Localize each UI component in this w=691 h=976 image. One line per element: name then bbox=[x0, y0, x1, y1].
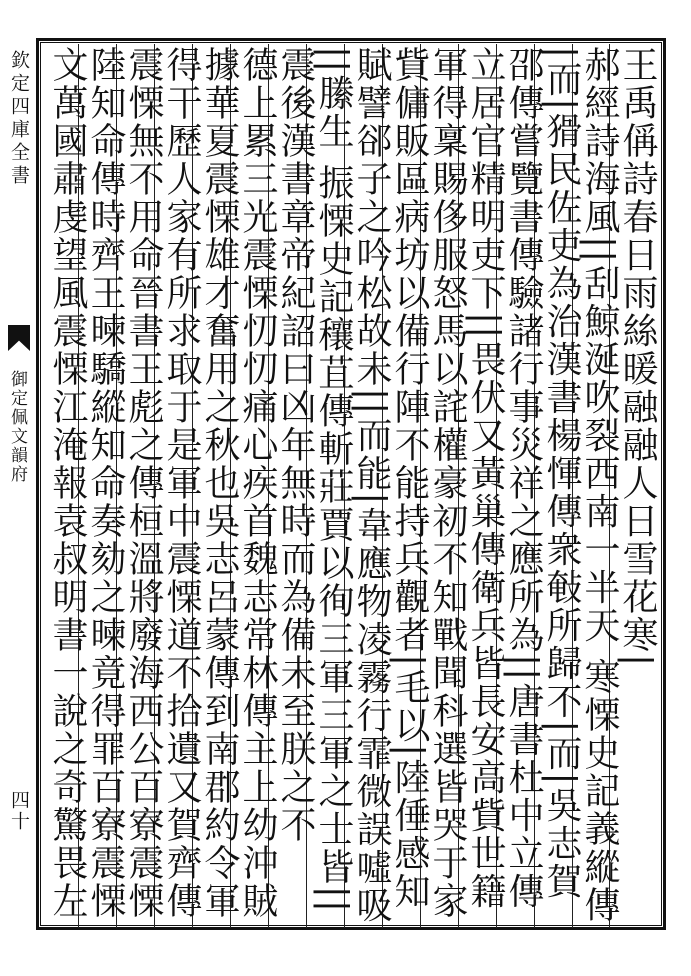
book-title: 欽定四庫全書 bbox=[8, 50, 30, 188]
text-column-3: |而|猾民佐吏為治漢書楊惲傳衆㪑所歸不|而|吳志賀 bbox=[541, 46, 582, 901]
page-number: 四十 bbox=[8, 790, 30, 832]
text-column-4: 邵傳嘗覽書傳驗諸行事災祥之應所為||唐書杜中立傳 bbox=[503, 46, 544, 911]
text-column-8: 賦譬郤子之吟松故未||而能|韋應物凌霧行霏微誤噓吸 bbox=[351, 46, 392, 925]
text-column-9: ||縢生 振慄史記穰苴傳斬莊賈以徇三軍三軍之士皆|| bbox=[313, 46, 354, 914]
page-margin bbox=[6, 40, 32, 920]
text-column-12: 據華夏震慄雄才奮用之秋也吳志呂蒙傳到南郡約令軍 bbox=[199, 46, 240, 920]
text-column-11: 德上累三光震慄忉忉痛心疾首魏志常林傳主上幼沖賊 bbox=[237, 46, 278, 920]
text-column-7: 貲傭販區病坊以備行陣不能持兵觀者|毛以|陸倕感知 bbox=[389, 46, 430, 911]
fishtail-mark-icon bbox=[8, 325, 30, 351]
text-column-10: 震後漢書章帝紀詔曰凶年無時而為備未至朕之不 bbox=[275, 46, 316, 844]
text-column-1: 王禹偁詩春日雨絲暖融融人日雪花寒| bbox=[617, 46, 658, 669]
text-column-5: 立居官精明吏下||畏伏又黃巢傳衛兵皆長安高貲世籍 bbox=[465, 46, 506, 911]
text-column-16: 文萬國肅虔望風震慄江淹報袁叔明書一說之奇驚畏左 bbox=[47, 46, 88, 920]
text-column-14: 震慄無不用命晉書王彪之傳桓溫將廢海西公百寮震慄 bbox=[123, 46, 164, 920]
text-column-6: 軍得稟賜侈服怒馬以詫權豪初不知戰聞科選皆哭于家 bbox=[427, 46, 468, 920]
text-column-15: 陸知命傳時齊王暕驕縱知命奏劾之暕竟得罪百寮震慄 bbox=[85, 46, 126, 920]
book-subtitle: 御定佩文韻府 bbox=[7, 370, 27, 484]
text-column-13: 得干歷人家有所求取于是軍中震慄道不拾遺又賀齊傳 bbox=[161, 46, 202, 920]
text-column-2: 郝經詩海風||刮鯨涎吹裂西南一半天 寒慄史記義縱傳 bbox=[579, 46, 620, 924]
